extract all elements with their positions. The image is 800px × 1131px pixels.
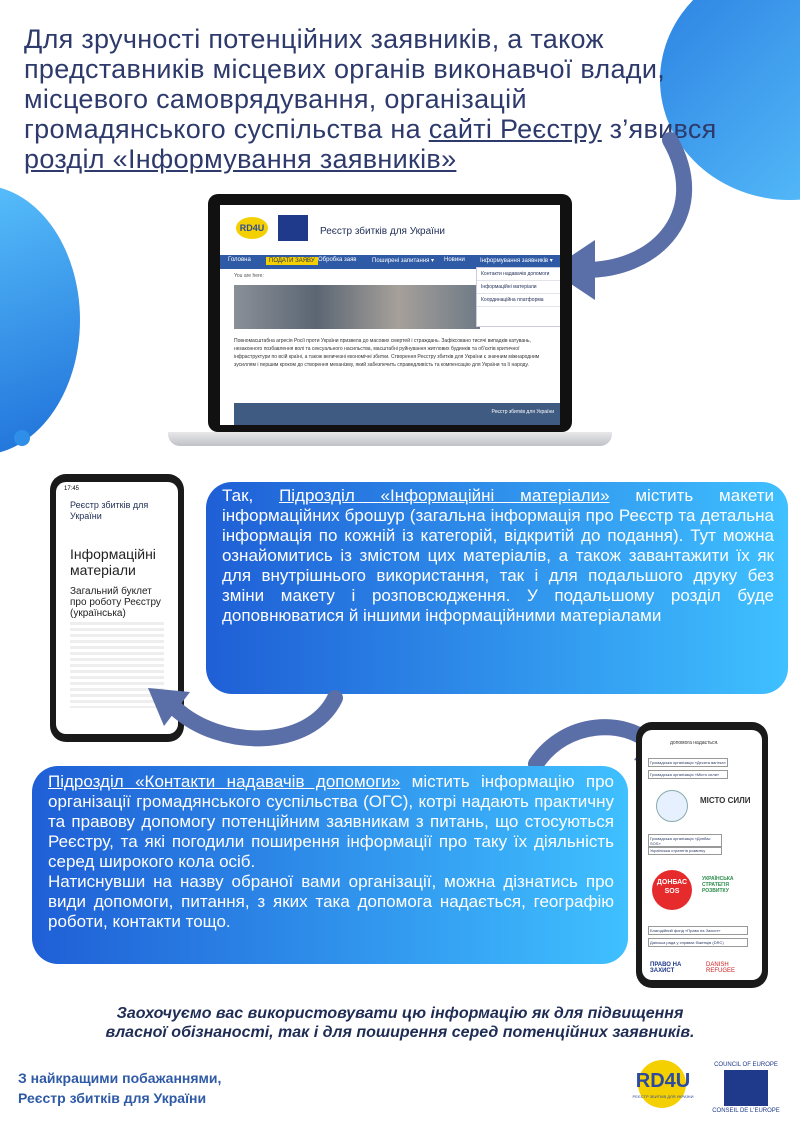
rd4u-subtext: РЕЄСТР ЗБИТКІВ ДЛЯ УКРАЇНИ	[632, 1094, 694, 1099]
info-materials-text	[222, 486, 774, 626]
applicant-info-link[interactable]: розділ «Інформування заявників»	[24, 144, 457, 174]
coe-bottom-text: CONSEIL DE L'EUROPE	[712, 1108, 780, 1114]
closing-message: Заохочуємо вас використовувати цю інформацію як для підвищення власної обізнаності, так і для поширення серед потенційних заявників.	[105, 1005, 695, 1041]
org-button-4[interactable]: Українська стратегія розвитку	[648, 846, 722, 855]
drc-logo: DANISH REFUGEE	[706, 962, 736, 974]
decor-circle-left	[0, 185, 80, 455]
regards-line-2: Реєстр збитків для України	[18, 1090, 207, 1106]
site-footer-banner	[234, 403, 560, 425]
breadcrumb: You are here:	[234, 273, 264, 279]
website-screenshot	[220, 205, 560, 425]
phone-time: 17:45	[64, 486, 80, 492]
nav-submit-claim[interactable]: ПОДАТИ ЗАЯВУ	[266, 257, 318, 265]
nav-news[interactable]: Новини	[444, 257, 465, 263]
council-of-europe-footer-logo	[710, 1062, 782, 1124]
applicant-info-dropdown	[476, 267, 560, 327]
coe-emblem-icon	[724, 1070, 768, 1106]
nav-home[interactable]: Головна	[228, 257, 251, 263]
box1-body: містить макети інформаційних брошур (загальна інформація про Реєстр та детальна інформація по кожній із категорій, відкритій до подання). Тут можна ознайомитись із змістом цих матеріалів, а також завантажити їх як для внутрішнього використання, так і для подальшого друку без зміни макету і розповсюдження. У подальшому розділ буде доповнюватися й іншими інформаційними матеріалами	[222, 486, 774, 625]
org-button-1[interactable]: Громадська організація «Десята вагітка»	[648, 758, 728, 767]
pravo-na-zakhyst-logo: ПРАВО НА ЗАХИСТ	[650, 962, 682, 974]
council-of-europe-logo	[278, 215, 308, 241]
org-button-5[interactable]: Благодійний фонд «Право на Захист»	[648, 926, 748, 935]
rd4u-logo: RD4U	[236, 217, 268, 239]
phone-site-title: Реєстр збитків для України	[70, 500, 149, 521]
org-button-6[interactable]: Данська рада у справах біженців (DRC)	[648, 938, 748, 947]
regards-line-1: З найкращими побажаннями,	[18, 1070, 222, 1086]
curved-arrow-icon	[140, 680, 360, 760]
phone-subtitle[interactable]: Загальний буклет про роботу Реєстру (українська)	[70, 586, 161, 619]
info-materials-box	[206, 482, 788, 694]
aid-contacts-box	[32, 766, 628, 964]
laptop-base	[168, 432, 612, 446]
rd4u-text: RD4U	[635, 1070, 691, 1092]
site-title: Реєстр збитків для України	[320, 226, 446, 237]
phone-page-title: Інформаційні матеріали	[70, 546, 156, 578]
registry-site-link[interactable]: сайті Реєстру	[428, 114, 602, 144]
misto-syly-logo: МІСТО СИЛИ	[700, 796, 751, 805]
dropdown-item-platform[interactable]: Координаційна платформа	[477, 294, 560, 307]
rd4u-footer-logo	[630, 1060, 696, 1110]
nav-applicant-info[interactable]: Інформування заявників ▾	[480, 258, 553, 264]
dropdown-item-contacts[interactable]: Контакти надавачів допомоги	[477, 268, 560, 281]
box2-body-1: містить інформацію про організації громадянського суспільства (ОГС), котрі надають практичну та правову допомогу потенційним заявникам з питань, що стосуються Реєстру, та які погодили поширення інформації про таку їх діяльність серед широкого кола осіб.	[48, 772, 614, 871]
site-intro-text: Повномасштабна агресія Росії проти України призвела до масових смертей і страждань. Зафіксовано тисячі випадків катувань, незаконного позбавлення волі та сексуального насильства, масштабні руйнування житлових будинків та об'єктів критичної інфраструктури по всій країні, а також величезні економічні збитки. Створення Реєстру збитків для України є значним міжнародним зусиллям і першим кроком до створення механізму, який забезпечить справедливість та компенсацію для України та її народу.	[234, 338, 540, 368]
headline-text: Для зручності потенційних заявників, а також представників місцевих органів виконавчої влади, місцевого самоврядування, організацій громадянського суспільства на	[24, 24, 666, 144]
phone-screen-2	[642, 730, 762, 980]
hero-image	[234, 285, 480, 329]
nav-claims-processing[interactable]: Обробка заяв	[318, 257, 357, 263]
strategy-logo: УКРАЇНСЬКА СТРАТЕГІЯ РОЗВИТКУ	[702, 876, 734, 894]
aid-contacts-link[interactable]: Підрозділ «Контакти надавачів допомоги»	[48, 772, 401, 791]
donbas-sos-logo: ДОНБАС SOS	[652, 870, 692, 910]
regards	[18, 1068, 221, 1108]
box1-prefix: Так,	[222, 486, 280, 505]
decor-dot	[14, 430, 30, 446]
info-materials-link[interactable]: Підрозділ «Інформаційні матеріали»	[279, 486, 610, 505]
footer-label: Реєстр збитків для України	[491, 409, 554, 415]
headline-text-mid: з’явився	[601, 114, 717, 144]
dropdown-item-materials[interactable]: Інформаційні матеріали	[477, 281, 560, 294]
org-button-2[interactable]: Громадська організація «Місто сили»	[648, 770, 728, 779]
nav-faq[interactable]: Поширені запитання ▾	[372, 258, 435, 264]
aid-contacts-text	[48, 772, 614, 932]
org-button-3[interactable]: Громадська організація «Донбас SOS»	[648, 834, 722, 848]
coe-top-text: COUNCIL OF EUROPE	[714, 1062, 778, 1068]
phone2-top-text: допомога надається.	[670, 740, 719, 746]
box2-body-2: Натиснувши на назву обраної вами організації, можна дізнатись про види допомоги, питання, з яких така допомога надається, географію роботи, контакти тощо.	[48, 872, 614, 931]
org-logo-icon	[656, 790, 688, 822]
